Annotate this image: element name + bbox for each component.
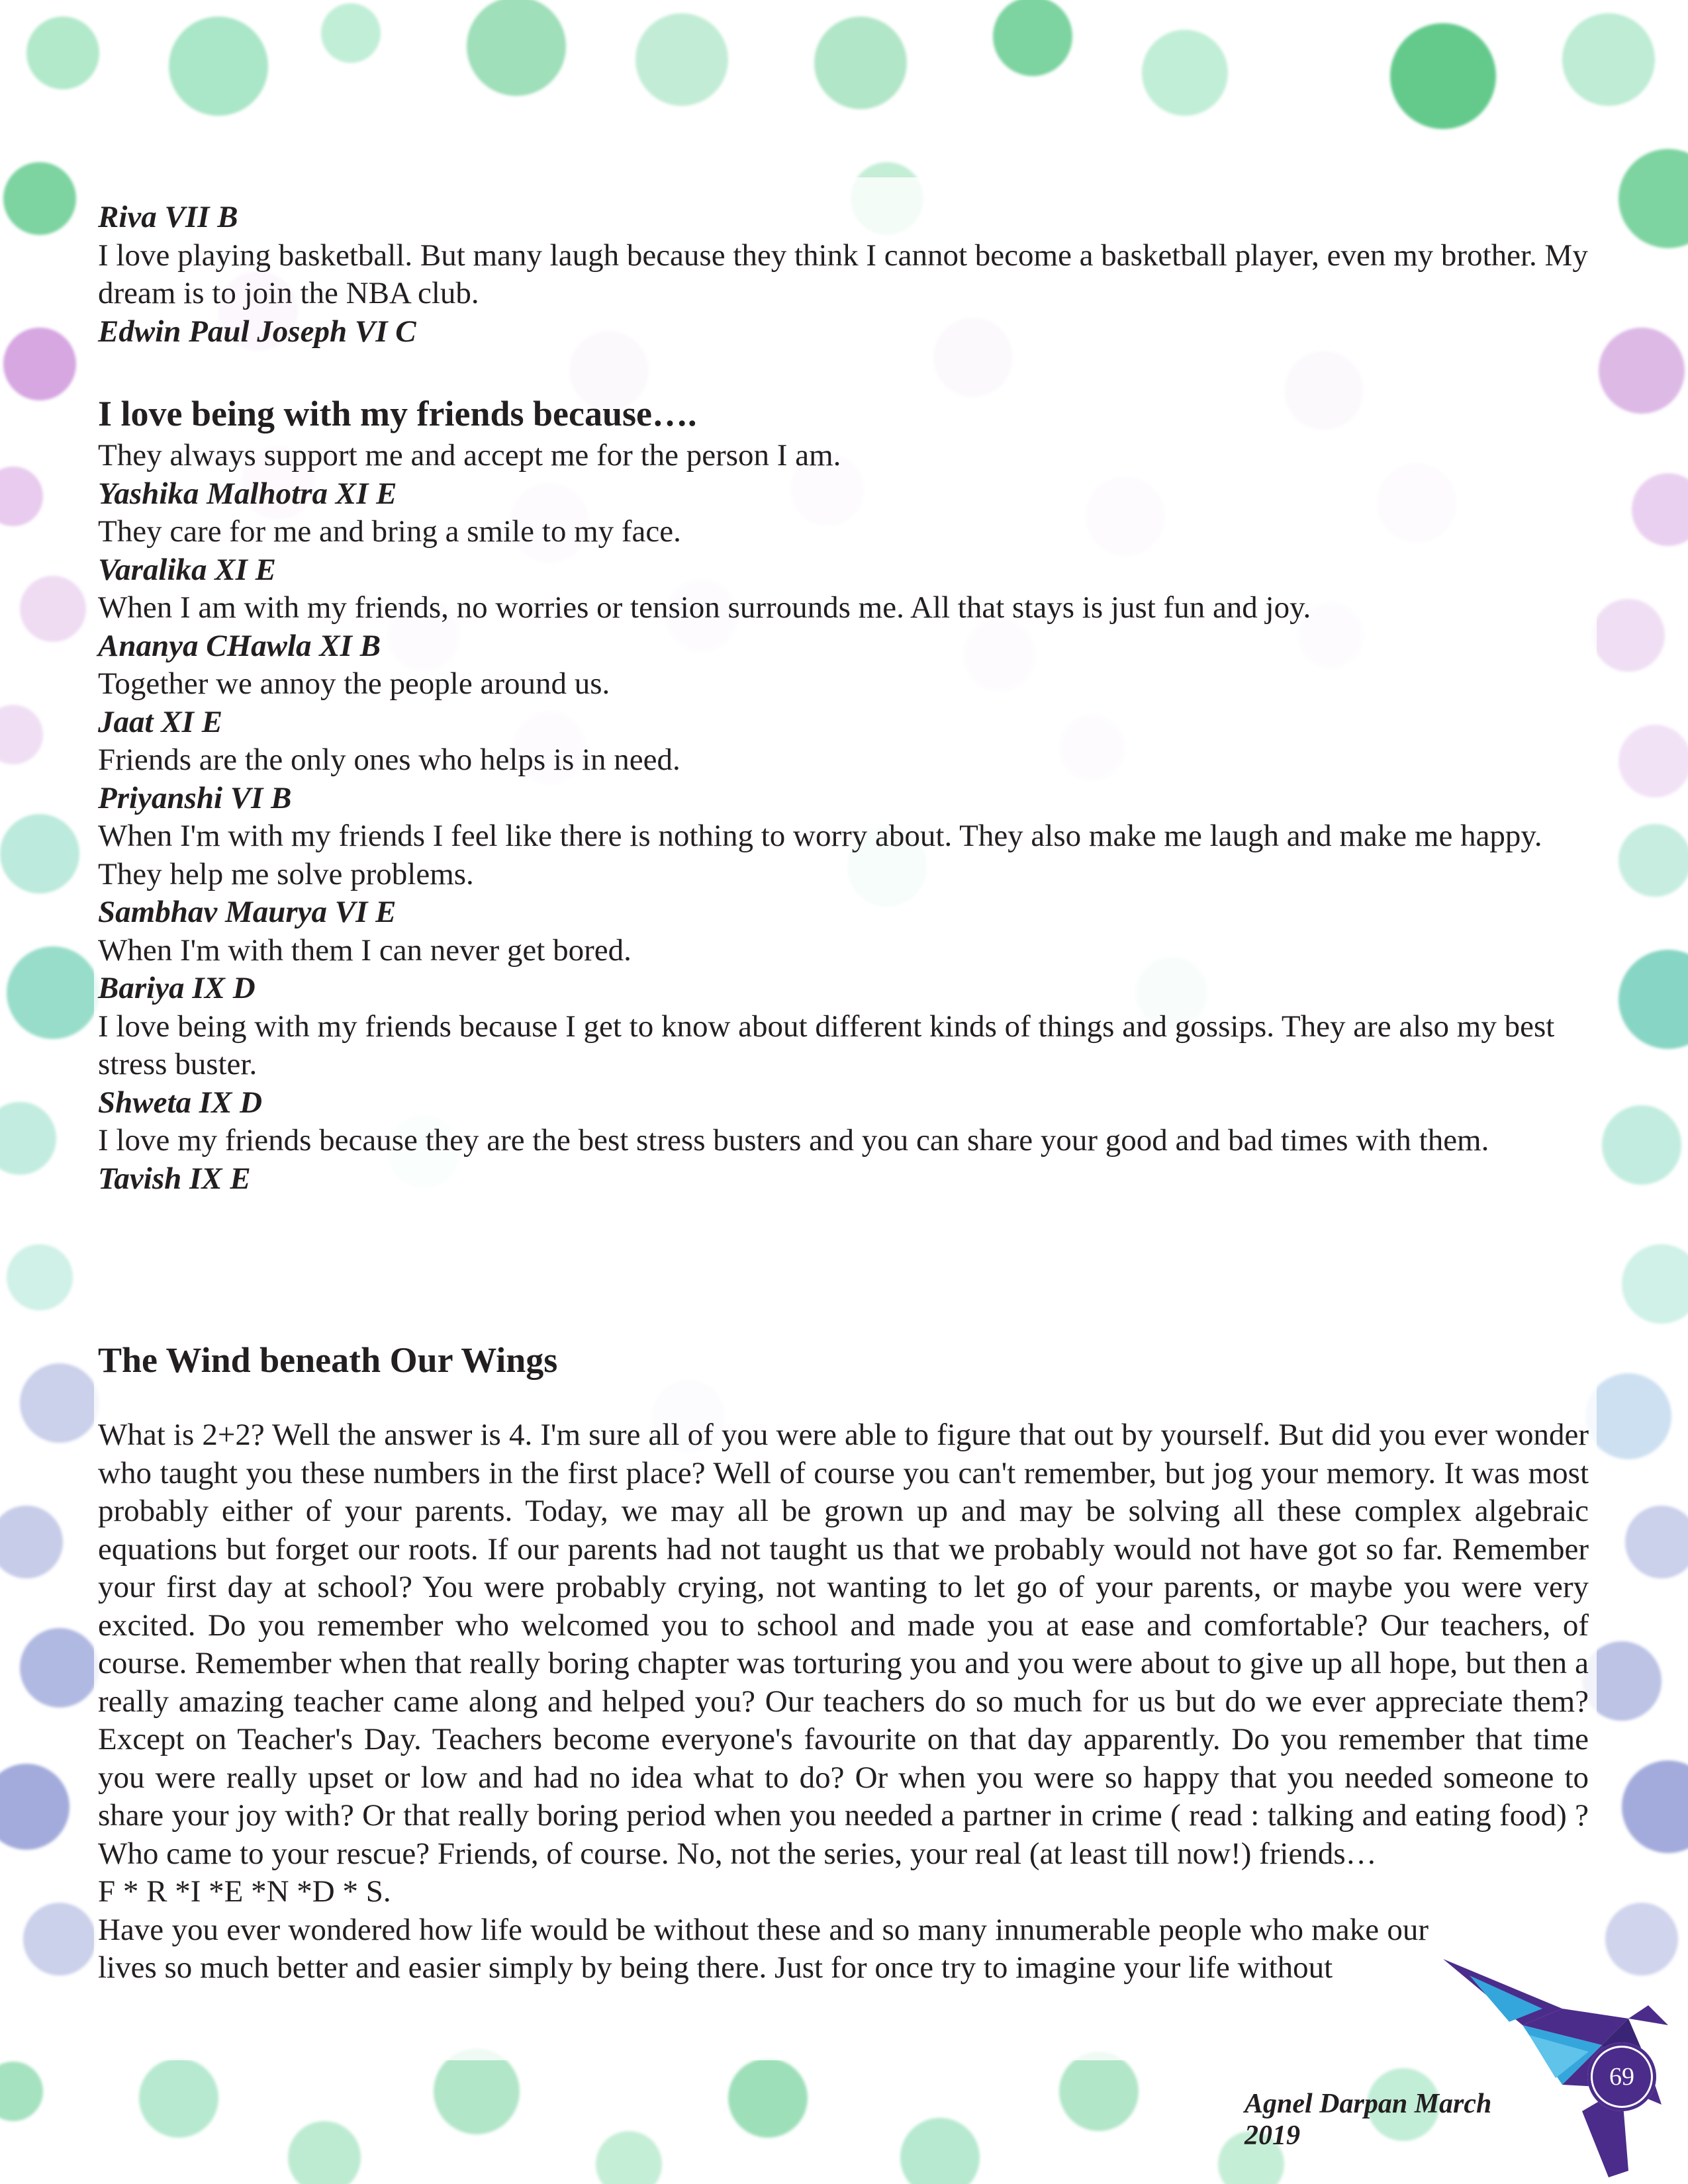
page-number-badge: 69 (1587, 2042, 1656, 2111)
entry-author: Bariya IX D (98, 971, 256, 1005)
entry-text: I love playing basketball. But many laugh because they think I cannot become a basketball player, even my brother. My dream is to join the NBA club. (98, 238, 1588, 310)
article-title: The Wind beneath Our Wings (98, 1340, 558, 1380)
page-content (98, 199, 1589, 1987)
article-paragraph: What is 2+2? Well the answer is 4. I'm sure all of you were able to figure that out by yourself. But did you ever wonder who taught you these numbers in the first place? Well of course you can't remember, but jog your memory. It was most probably either of your parents. Today, we may all be grown up and may be solving all these complex algebraic equations but forget our roots. If our parents had not taught us that we probably would not have got so far. Remember your first day at school? You were probably crying, not wanting to let go of your parents, or maybe you were very excited. Do you remember who welcomed you to school and made you at ease and comfortable? Our teachers, of course. Remember when that really boring chapter was torturing you and you were about to give up all hope, but then a really amazing teacher came along and helped you? Our teachers do so much for us but do we ever appreciate them? Except on Teacher's Day. Teachers become everyone's favourite on that day apparently. Do you remember that time you were really upset or low and had no idea what to do? Or when you were so happy that you needed someone to share your joy with? Or that really boring period when you needed a partner in crime ( read : talking and eating food) ? Who came to your rescue? Friends, of course. No, not the series, your real (at least till now!) friends… (98, 1418, 1589, 1871)
entry-text: When I'm with my friends I feel like there is nothing to worry about. They also make me laugh and make me happy. They help me solve problems. (98, 819, 1542, 891)
section-heading-friends: I love being with my friends because…. (98, 394, 697, 433)
entry-text: Together we annoy the people around us. (98, 666, 610, 701)
article-paragraph: Have you ever wondered how life would be without these and so many innumerable people who make our lives so much better and easier simply by being there. Just for once try to imagine your life without (98, 1912, 1429, 1985)
author-riva: Riva VII B (98, 200, 238, 234)
entry-author: Sambhav Maurya VI E (98, 895, 397, 929)
publication-footer: Agnel Darpan March 2019 (1244, 2089, 1492, 2151)
entry-text: When I am with my friends, no worries or tension surrounds me. All that stays is just fun and joy. (98, 590, 1311, 625)
entry-author: Yashika Malhotra XI E (98, 476, 397, 511)
entry-text: I love being with my friends because I get to know about different kinds of things and gossips. They are also my best stress buster. (98, 1009, 1555, 1081)
entry-author: Priyanshi VI B (98, 780, 292, 815)
entry-text: They always support me and accept me for the person I am. (98, 438, 841, 473)
article (98, 1337, 1589, 1987)
entry-author: Jaat XI E (98, 704, 223, 739)
entry-text: I love my friends because they are the best stress busters and you can share your good and bad times with them. (98, 1123, 1489, 1158)
entry-author: Edwin Paul Joseph VI C (98, 314, 416, 349)
entry-author: Varalika XI E (98, 552, 277, 587)
entry-author: Ananya CHawla XI B (98, 628, 381, 663)
entry-text: When I'm with them I can never get bored. (98, 933, 632, 968)
entry-text: They care for me and bring a smile to my face. (98, 514, 681, 549)
entry-author: Shweta IX D (98, 1085, 263, 1120)
article-friends-line: F * R *I *E *N *D * S. (98, 1874, 391, 1909)
entry-text: Friends are the only ones who helps is in need. (98, 743, 680, 777)
entry-author: Tavish IX E (98, 1161, 251, 1196)
